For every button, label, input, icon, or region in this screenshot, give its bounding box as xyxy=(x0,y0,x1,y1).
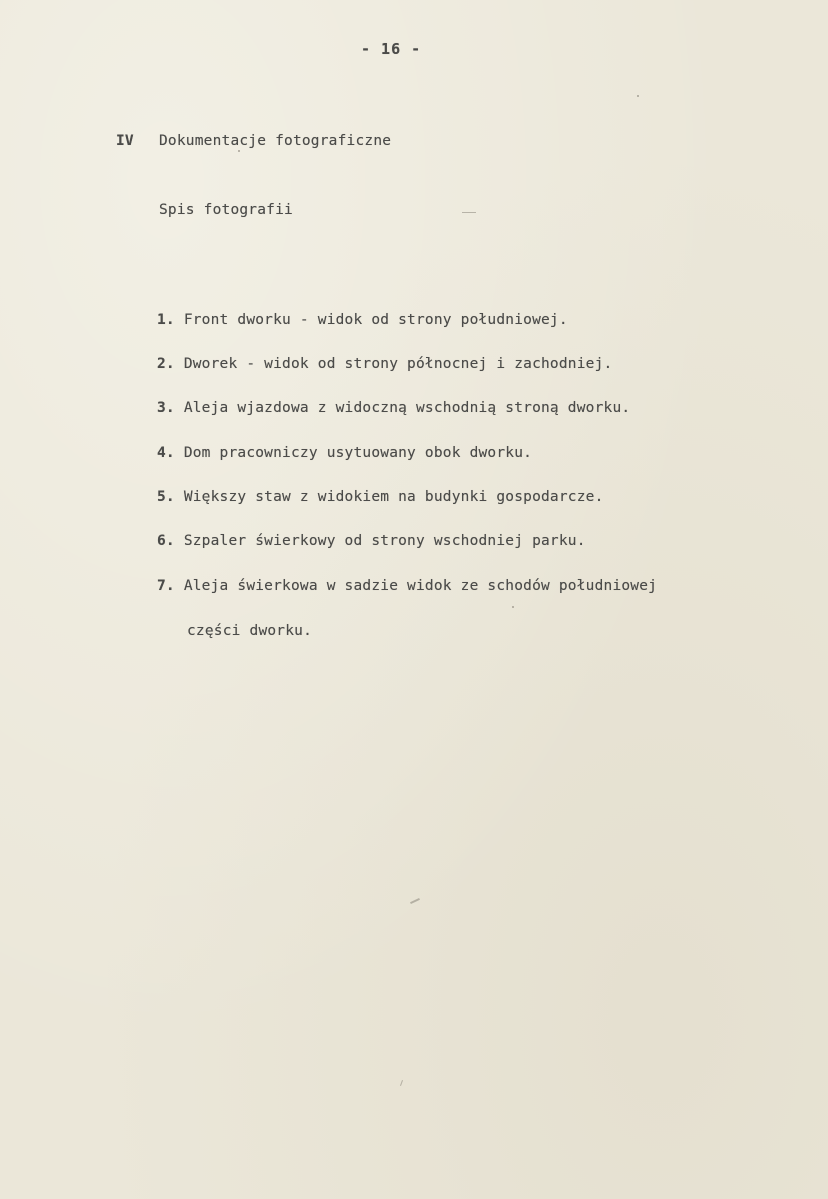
paper-mark xyxy=(410,898,420,904)
list-item xyxy=(157,489,604,505)
list-item-text: Dworek - widok od strony północnej i zachodniej. xyxy=(183,356,613,372)
list-item-number: 4. xyxy=(157,445,175,461)
paper-mark xyxy=(462,212,476,213)
paper-mark xyxy=(400,1080,403,1086)
list-item-text: Aleja świerkowa w sadzie widok ze schodów południowej xyxy=(183,578,658,594)
paper-mark xyxy=(238,150,240,152)
paper-mark xyxy=(512,606,514,608)
list-item-number: 2. xyxy=(157,356,175,372)
list-item-continuation: części dworku. xyxy=(187,623,313,639)
section-number: IV xyxy=(116,133,134,149)
page-number: - 16 - xyxy=(361,40,422,58)
list-item-number: 6. xyxy=(157,533,175,549)
paper-mark xyxy=(637,95,639,97)
list-item xyxy=(157,312,568,328)
list-item xyxy=(157,445,532,461)
section-title: Dokumentacje fotograficzne xyxy=(159,133,392,149)
list-item-number: 1. xyxy=(157,312,175,328)
list-item xyxy=(157,533,586,549)
list-item-number: 3. xyxy=(157,400,175,416)
list-item-text: Większy staw z widokiem na budynki gospodarcze. xyxy=(183,489,604,505)
list-item-text: Front dworku - widok od strony południowej. xyxy=(183,312,568,328)
list-item xyxy=(157,578,657,594)
list-item-text: Aleja wjazdowa z widoczną wschodnią stroną dworku. xyxy=(183,400,631,416)
list-item xyxy=(157,356,612,372)
list-item-number: 5. xyxy=(157,489,175,505)
list-item-text: Szpaler świerkowy od strony wschodniej parku. xyxy=(183,533,586,549)
list-item-text: Dom pracowniczy usytuowany obok dworku. xyxy=(183,445,533,461)
list-item xyxy=(157,400,630,416)
list-item-number: 7. xyxy=(157,578,175,594)
list-subtitle: Spis fotografii xyxy=(159,202,293,218)
